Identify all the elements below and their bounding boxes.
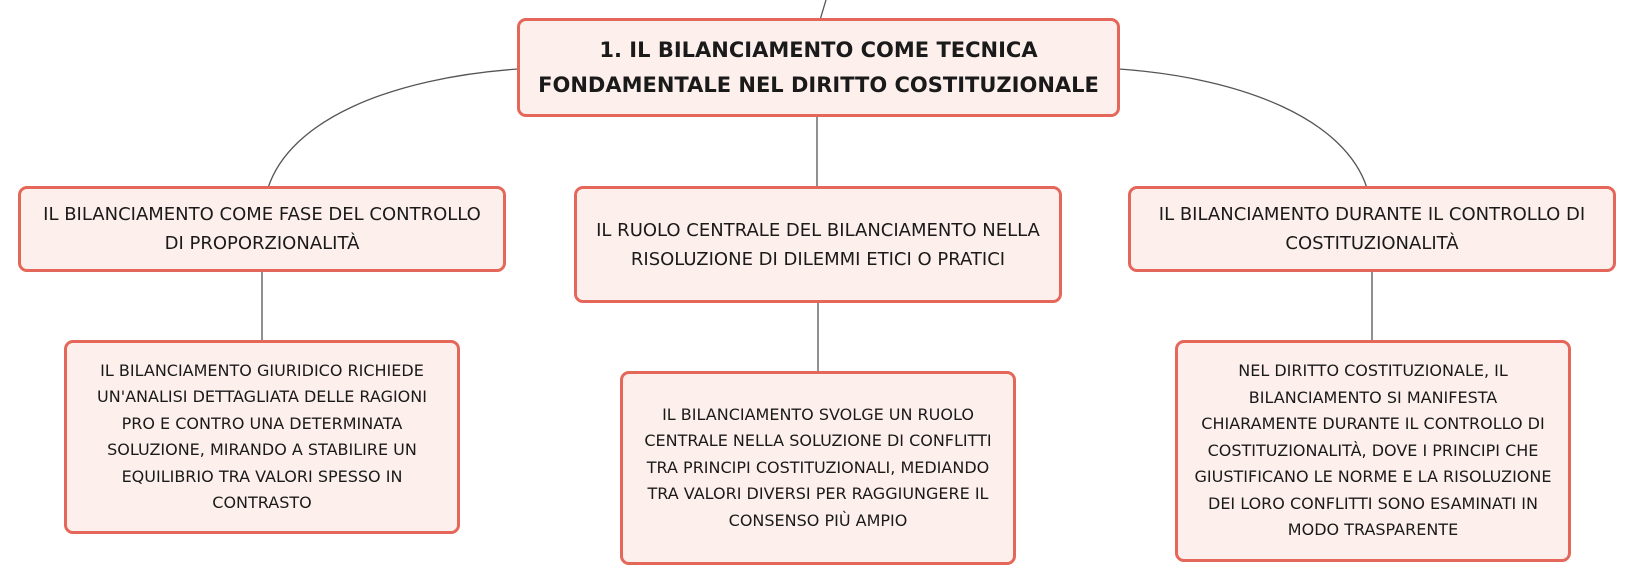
root-topic[interactable] — [517, 18, 1120, 117]
topic-costituzionalita[interactable] — [1128, 186, 1616, 272]
topic-costituzionalita-label: IL BILANCIAMENTO DURANTE IL CONTROLLO DI COSTITUZIONALITÀ — [1158, 204, 1586, 254]
connector-root-to-topic-right — [1119, 69, 1367, 188]
detail-proporzionalita[interactable] — [64, 340, 460, 534]
connector-from-parent — [820, 0, 826, 20]
detail-costituzionalita[interactable] — [1175, 340, 1571, 562]
topic-proporzionalita-label: IL BILANCIAMENTO COME FASE DEL CONTROLLO DI PROPORZIONALITÀ — [43, 204, 481, 254]
detail-ruolo-centrale-label: IL BILANCIAMENTO SVOLGE UN RUOLO CENTRALE NELLA SOLUZIONE DI CONFLITTI TRA PRINCIPI COSTITUZIONALI, MEDIANDO TRA VALORI DIVERSI PER RAGGIUNGERE IL CONSENSO PIÙ AMPIO — [644, 404, 992, 530]
detail-costituzionalita-label: NEL DIRITTO COSTITUZIONALE, IL BILANCIAMENTO SI MANIFESTA CHIARAMENTE DURANTE IL CONTROLLO DI COSTITUZIONALITÀ, DOVE I PRINCIPI CHE GIUSTIFICANO LE NORME E LA RISOLUZIONE DEI LORO CONFLITTI SONO ESAMINATI IN MODO TRASPARENTE — [1194, 361, 1552, 540]
root-topic-label: 1. IL BILANCIAMENTO COME TECNICA FONDAMENTALE NEL DIRITTO COSTITUZIONALE — [538, 37, 1099, 97]
detail-ruolo-centrale[interactable] — [620, 371, 1016, 565]
topic-ruolo-centrale[interactable] — [574, 186, 1062, 303]
topic-proporzionalita[interactable] — [18, 186, 506, 272]
topic-ruolo-centrale-label: IL RUOLO CENTRALE DEL BILANCIAMENTO NELLA RISOLUZIONE DI DILEMMI ETICI O PRATICI — [596, 219, 1040, 270]
connector-root-to-topic-left — [268, 69, 518, 188]
detail-proporzionalita-label: IL BILANCIAMENTO GIURIDICO RICHIEDE UN'ANALISI DETTAGLIATA DELLE RAGIONI PRO E CONTRO UNA DETERMINATA SOLUZIONE, MIRANDO A STABILIRE UN EQUILIBRIO TRA VALORI SPESSO IN CONTRASTO — [97, 360, 427, 512]
